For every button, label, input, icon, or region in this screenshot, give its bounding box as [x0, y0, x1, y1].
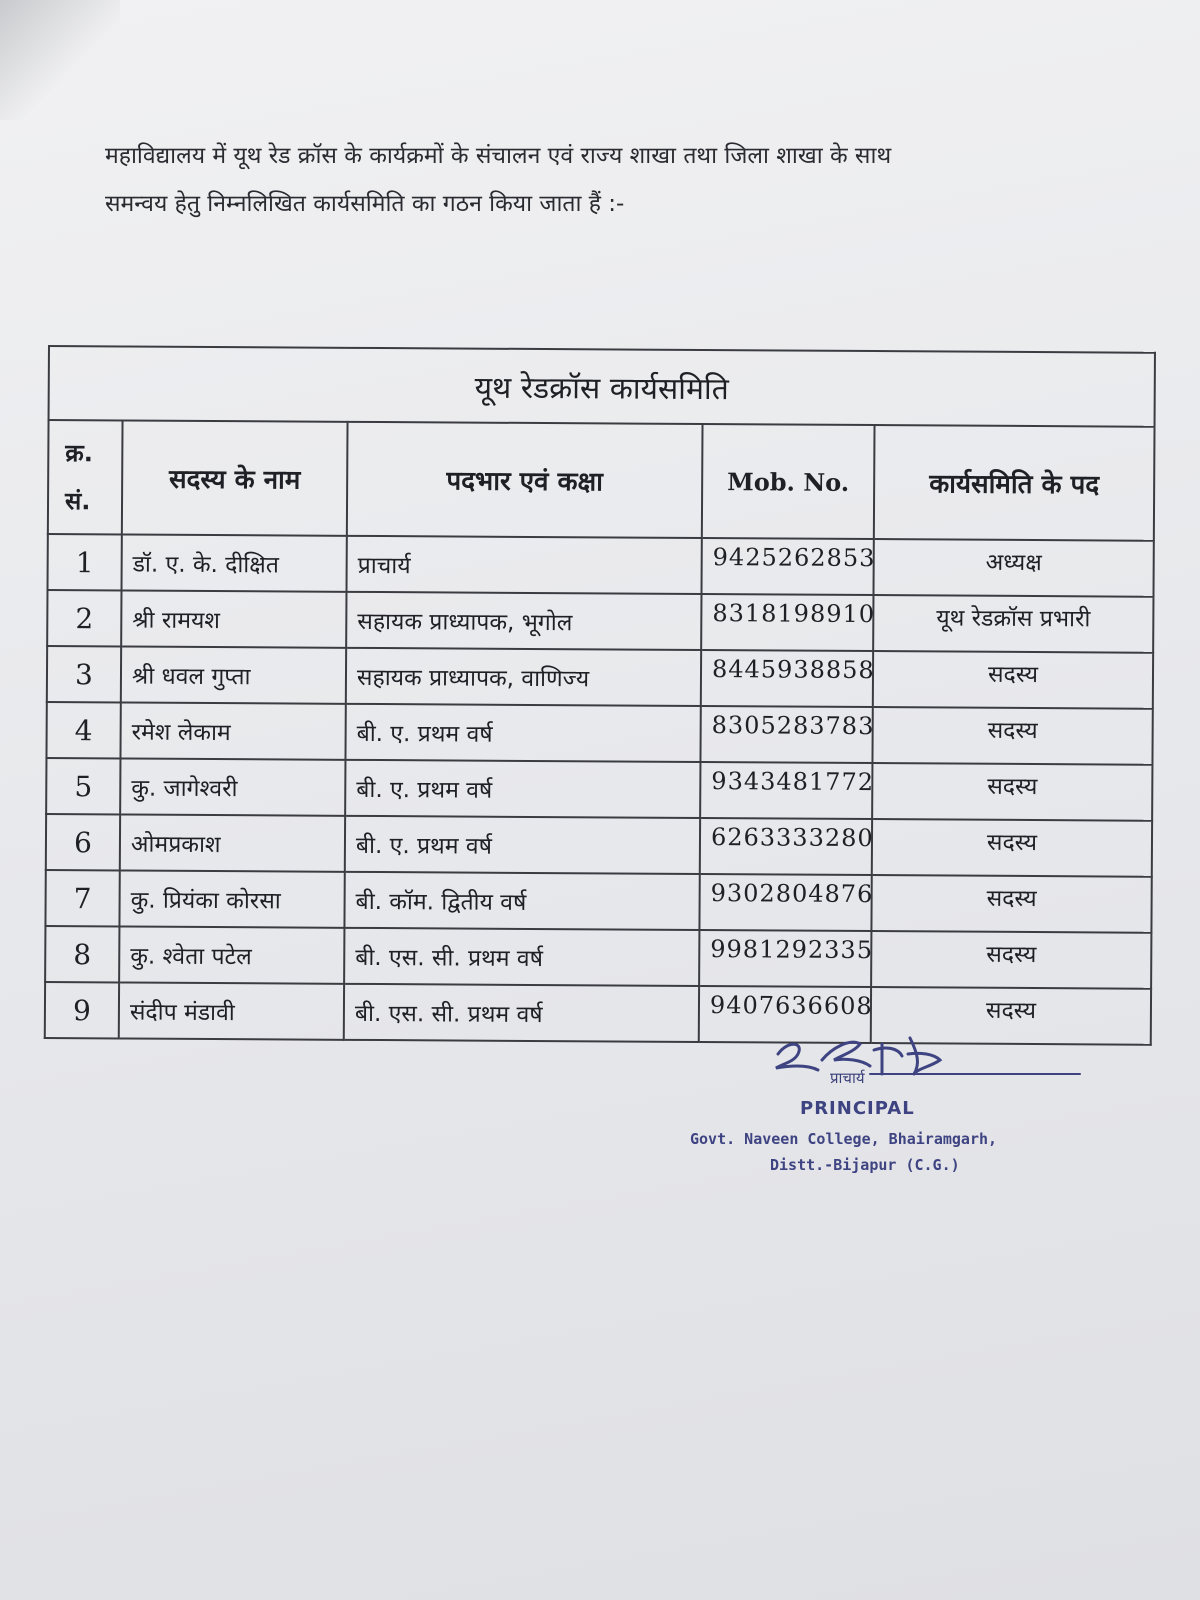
cell-role: सदस्य	[873, 651, 1153, 709]
cell-mobile: 9425262853	[701, 538, 873, 595]
cell-serial: 5	[46, 758, 120, 814]
header-serial-line2: सं.	[64, 487, 91, 516]
district-name: Distt.-Bijapur (C.G.)	[770, 1156, 960, 1174]
table-header-row	[48, 420, 1155, 541]
principal-title: PRINCIPAL	[800, 1098, 915, 1119]
table-title: यूथ रेडक्रॉस कार्यसमिति	[49, 346, 1155, 427]
header-name: सदस्य के नाम	[122, 420, 348, 535]
table-row	[46, 814, 1152, 877]
table-row	[47, 646, 1153, 709]
cell-position: बी. एस. सी. प्रथम वर्ष	[344, 928, 699, 986]
cell-name: कु. जागेश्वरी	[120, 758, 345, 815]
cell-position: बी. एस. सी. प्रथम वर्ष	[344, 984, 699, 1042]
cell-mobile: 6263333280	[700, 818, 872, 875]
cell-mobile: 9981292335	[699, 930, 871, 987]
cell-serial: 3	[47, 646, 121, 702]
cell-position: बी. ए. प्रथम वर्ष	[345, 704, 700, 762]
header-serial-line1: क्र.	[65, 439, 93, 468]
signature-designation: प्राचार्य	[830, 1069, 865, 1087]
header-role: कार्यसमिति के पद	[874, 425, 1155, 541]
cell-name: डॉ. ए. के. दीक्षित	[122, 534, 347, 591]
cell-mobile: 8318198910	[701, 594, 873, 651]
cell-mobile: 9407636608	[699, 986, 871, 1043]
page-shadow	[0, 0, 120, 120]
cell-name: श्री रामयश	[121, 590, 346, 647]
cell-role: सदस्य	[871, 875, 1151, 933]
cell-serial: 8	[45, 926, 119, 982]
cell-mobile: 8445938858	[701, 650, 873, 707]
intro-line-1: महाविद्यालय में यूथ रेड क्रॉस के कार्यक्रमों के संचालन एवं राज्य शाखा तथा जिला शाखा के साथ	[105, 143, 892, 169]
table-row	[45, 926, 1151, 989]
cell-position: सहायक प्राध्यापक, वाणिज्य	[346, 648, 701, 706]
committee-table	[44, 345, 1156, 1046]
cell-mobile: 9343481772	[700, 762, 872, 819]
cell-serial: 6	[46, 814, 120, 870]
table-row	[46, 758, 1152, 821]
header-mobile: Mob. No.	[702, 424, 875, 539]
cell-mobile: 8305283783	[700, 706, 872, 763]
cell-position: बी. ए. प्रथम वर्ष	[345, 760, 700, 818]
cell-role: यूथ रेडक्रॉस प्रभारी	[873, 595, 1153, 653]
header-position: पदभार एवं कक्षा	[347, 422, 703, 538]
header-serial	[48, 420, 123, 534]
cell-position: बी. ए. प्रथम वर्ष	[345, 816, 700, 874]
cell-role: सदस्य	[872, 819, 1152, 877]
intro-line-2: समन्वय हेतु निम्नलिखित कार्यसमिति का गठन किया जाता हैं :-	[105, 191, 625, 217]
cell-role: सदस्य	[871, 987, 1151, 1045]
cell-role: सदस्य	[871, 931, 1151, 989]
cell-position: सहायक प्राध्यापक, भूगोल	[346, 592, 701, 650]
cell-mobile: 9302804876	[699, 874, 871, 931]
cell-position: बी. कॉम. द्वितीय वर्ष	[344, 872, 699, 930]
cell-name: कु. प्रियंका कोरसा	[119, 870, 344, 927]
cell-serial: 9	[45, 982, 119, 1038]
cell-role: सदस्य	[872, 763, 1152, 821]
cell-role: अध्यक्ष	[873, 539, 1153, 597]
cell-name: कु. श्वेता पटेल	[119, 926, 344, 983]
cell-position: प्राचार्य	[346, 536, 701, 594]
cell-role: सदस्य	[872, 707, 1152, 765]
table-row	[47, 590, 1153, 653]
cell-name: ओमप्रकाश	[120, 814, 345, 871]
committee-table-wrapper	[44, 345, 1154, 1046]
table-row	[45, 870, 1151, 933]
cell-name: श्री धवल गुप्ता	[121, 646, 346, 703]
college-name: Govt. Naveen College, Bhairamgarh,	[690, 1130, 998, 1148]
cell-name: रमेश लेकाम	[120, 702, 345, 759]
signature-stamp	[690, 1030, 1110, 1190]
intro-paragraph	[105, 132, 1105, 228]
signature-mark	[770, 1030, 1090, 1090]
cell-serial: 2	[47, 590, 121, 646]
table-row	[46, 702, 1152, 765]
cell-serial: 7	[45, 870, 119, 926]
table-row	[48, 534, 1154, 597]
cell-serial: 4	[46, 702, 120, 758]
cell-serial: 1	[48, 534, 122, 590]
cell-name: संदीप मंडावी	[119, 982, 344, 1039]
